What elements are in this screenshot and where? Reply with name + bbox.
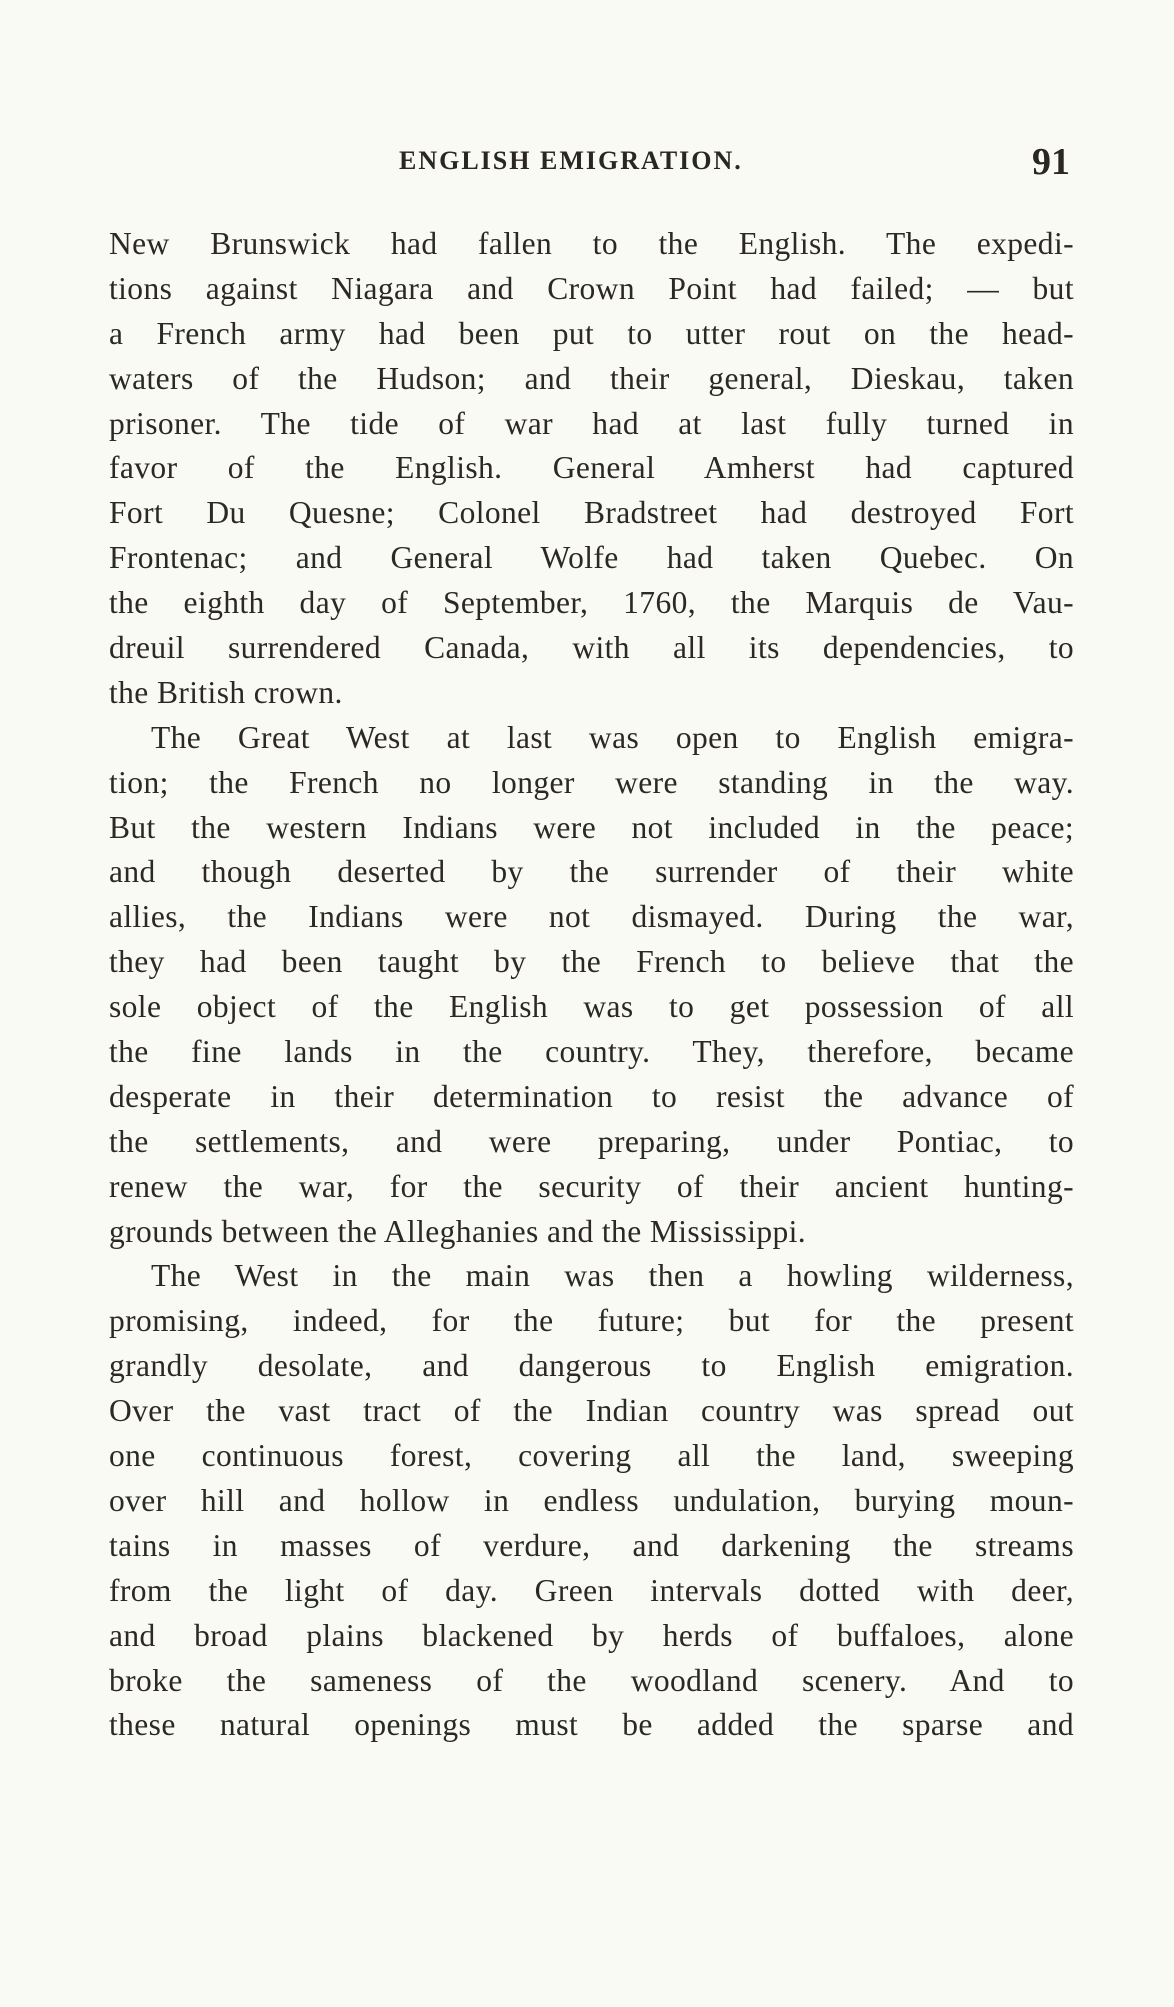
- text-line: prisoner. The tide of war had at last fully turned in: [109, 405, 1074, 441]
- text-line: promising, indeed, for the future; but for the present: [109, 1303, 1074, 1339]
- text-line: tions against Niagara and Crown Point had failed; — but: [109, 270, 1074, 306]
- text-line: and broad plains blackened by herds of buffaloes, alone: [109, 1617, 1074, 1653]
- text-line: they had been taught by the French to believe that the: [109, 944, 1074, 980]
- text-line: But the western Indians were not included in the peace;: [109, 809, 1074, 845]
- page-number: 91: [1032, 141, 1070, 183]
- text-line: grounds between the Alleghanies and the Mississippi.: [109, 1213, 807, 1249]
- running-title: ENGLISH EMIGRATION.: [399, 146, 743, 175]
- text-line: the settlements, and were preparing, under Pontiac, to: [109, 1123, 1074, 1159]
- text-line: Fort Du Quesne; Colonel Bradstreet had destroyed Fort: [109, 495, 1074, 531]
- text-line: the eighth day of September, 1760, the Marquis de Vau-: [109, 585, 1074, 621]
- text-line: The West in the main was then a howling wilderness,: [151, 1258, 1074, 1294]
- text-line: sole object of the English was to get possession of all: [109, 989, 1074, 1025]
- text-line: renew the war, for the security of their ancient hunting-: [109, 1168, 1074, 1204]
- text-line: these natural openings must be added the sparse and: [109, 1707, 1074, 1743]
- text-line: the fine lands in the country. They, therefore, became: [109, 1034, 1074, 1070]
- paragraph-2: [109, 716, 1074, 1255]
- text-line: one continuous forest, covering all the land, sweeping: [109, 1438, 1074, 1474]
- text-line: over hill and hollow in endless undulation, burying moun-: [109, 1482, 1074, 1518]
- text-line: Frontenac; and General Wolfe had taken Quebec. On: [109, 540, 1074, 576]
- text-line: grandly desolate, and dangerous to English emigration.: [109, 1348, 1074, 1384]
- text-line: broke the sameness of the woodland scenery. And to: [109, 1662, 1074, 1698]
- body-text: [109, 222, 1074, 1748]
- text-line: waters of the Hudson; and their general, Dieskau, taken: [109, 360, 1074, 396]
- text-line: dreuil surrendered Canada, with all its dependencies, to: [109, 630, 1074, 666]
- paragraph-3: [109, 1254, 1074, 1748]
- text-line: Over the vast tract of the Indian country was spread out: [109, 1393, 1074, 1429]
- text-line: from the light of day. Green intervals dotted with deer,: [109, 1572, 1074, 1608]
- text-line: desperate in their determination to resist the advance of: [109, 1078, 1074, 1114]
- text-line: the British crown.: [109, 674, 343, 710]
- text-line: New Brunswick had fallen to the English. The expedi-: [109, 226, 1074, 261]
- text-line: and though deserted by the surrender of their white: [109, 854, 1074, 890]
- text-line: tains in masses of verdure, and darkening the streams: [109, 1527, 1074, 1563]
- text-line: allies, the Indians were not dismayed. During the war,: [109, 899, 1074, 935]
- text-line: The Great West at last was open to English emigra-: [151, 719, 1074, 755]
- running-head: [109, 140, 1079, 190]
- paragraph-1: [109, 222, 1074, 716]
- text-line: a French army had been put to utter rout on the head-: [109, 315, 1074, 351]
- text-line: tion; the French no longer were standing in the way.: [109, 764, 1074, 800]
- text-line: favor of the English. General Amherst had captured: [109, 450, 1074, 486]
